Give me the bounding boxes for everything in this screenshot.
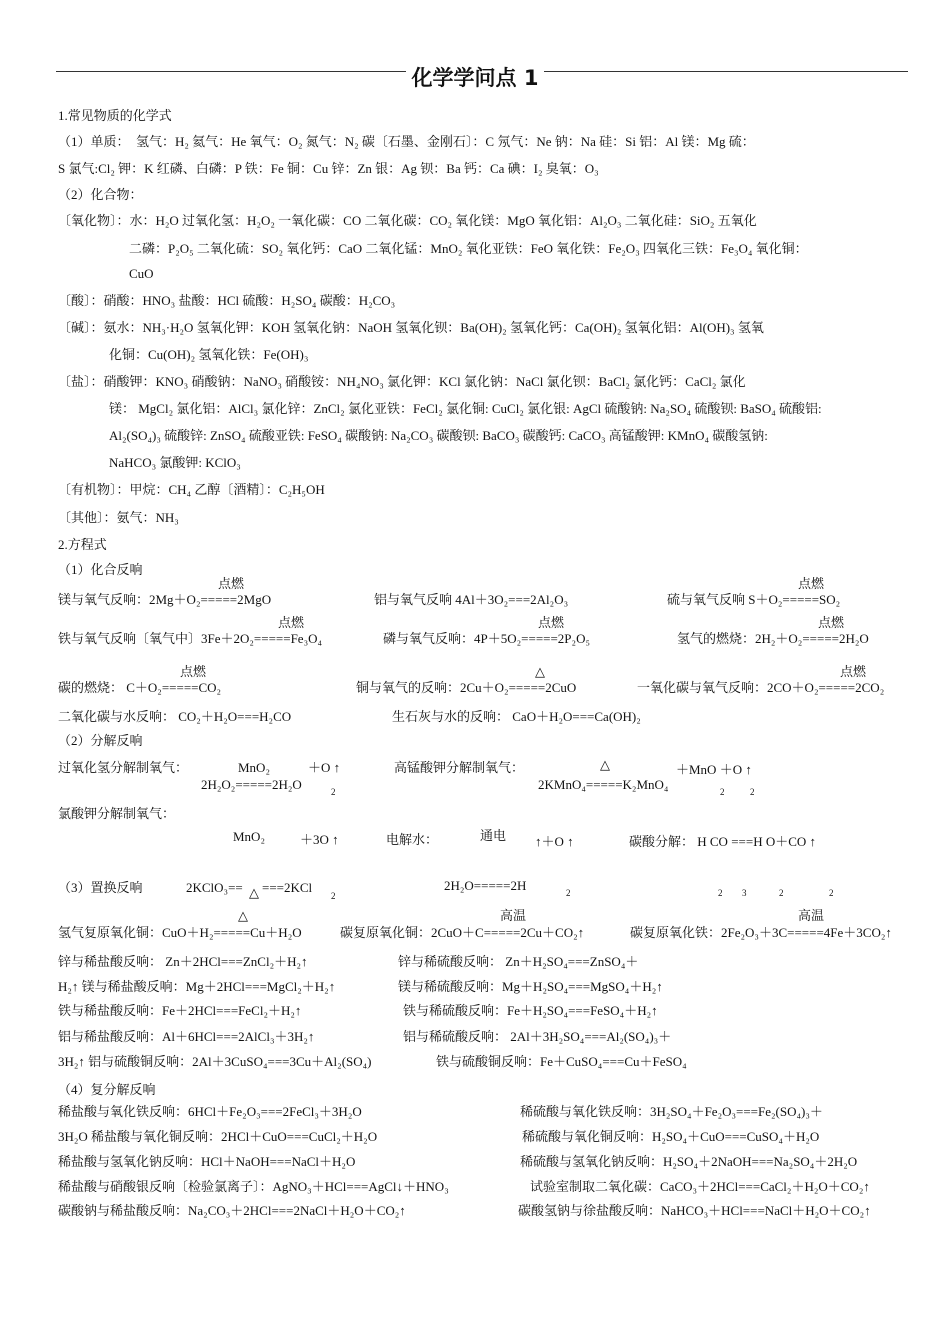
equation-label: 电解水： — [386, 832, 439, 847]
equation-label: 氯酸钾分解制氧气： — [58, 806, 176, 821]
oxide-line-2: 二磷：P₂O₅ 二氧化硫：SO₂ 氧化钙：CaO 二氧化锰：MnO₂ 氧化亚铁：FeO 氧化铁：Fe₂O₃ 四氧化三铁：Fe₃O₄ 氧化铜： — [129, 241, 808, 256]
oxide-line-1: 〔氧化物〕：水：H₂O 过氧化氢：H₂O₂ 一氧化碳：CO 二氧化碳：CO₂ 氧化镁：MgO 氧化铝：Al₂O₃ 二氧化硅：SiO₂ 五氧化 — [58, 213, 757, 228]
condition-catalyst: MnO₂ — [233, 829, 265, 844]
equation: 稀盐酸与氧化铁反响：6HCl＋Fe₂O₃===2FeCl₃＋3H₂O — [58, 1104, 362, 1119]
equation: 二氧化碳与水反响： CO₂＋H₂O===H₂CO — [58, 709, 292, 724]
condition-hightemp: 高温 — [500, 908, 527, 923]
equation: 碳酸分解： H CO ===H O＋CO ↑ — [629, 834, 817, 849]
equation: 氢气的燃烧：2H₂＋O₂=====2H₂O — [677, 631, 869, 646]
salt-line-1: 〔盐〕：硝酸钾：KNO₃ 硝酸钠：NaNO₃ 硝酸铵：NH₄NO₃ 氯化钾：KCl 氯化钠：NaCl 氯化钡：BaCl₂ 氯化钙：CaCl₂ 氯化 — [58, 374, 746, 389]
equation: 铝与稀盐酸反响：Al＋6HCl===2AlCl₃＋3H₂↑ — [58, 1029, 315, 1044]
condition-ignite: 点燃 — [798, 576, 825, 591]
equation: 稀硫酸与氢氧化钠反响：H₂SO₄＋2NaOH===Na₂SO₄＋2H₂O — [520, 1154, 858, 1169]
equation: 稀硫酸与氧化铁反响：3H₂SO₄＋Fe₂O₃===Fe₂(SO₄)₃＋ — [520, 1104, 823, 1119]
equation: 稀盐酸与硝酸银反响〔检验氯离子〕：AgNO₃＋HCl===AgCl↓＋HNO₃ — [58, 1179, 449, 1194]
equation: H₂↑ 镁与稀盐酸反响：Mg＋2HCl===MgCl₂＋H₂↑ — [58, 979, 336, 994]
subscript: 2 — [331, 787, 336, 797]
equation: 稀硫酸与氧化铜反响：H₂SO₄＋CuO===CuSO₄＋H₂O — [522, 1129, 820, 1144]
equation: 碳酸钠与稀盐酸反响：Na₂CO₃＋2HCl===2NaCl＋H₂O＋CO₂↑ — [58, 1203, 406, 1218]
equation-part: 2H₂O=====2H — [444, 878, 527, 893]
equation: 铁与氧气反响〔氧气中〕3Fe＋2O₂=====Fe₃O₄ — [58, 631, 323, 646]
salt-line-2: 镁： MgCl₂ 氯化铝：AlCl₃ 氯化锌：ZnCl₂ 氯化亚铁：FeCl₂ 氯化铜: CuCl₂ 氯化银: AgCl 硫酸钠: Na₂SO₄ 硫酸钡: BaSO₄ 硫酸铝: — [109, 401, 822, 416]
subscript: 2 — [829, 888, 834, 898]
equation: 2H₂O₂=====2H₂O — [201, 777, 302, 792]
condition-electric: 通电 — [480, 828, 507, 843]
equation: 一氧化碳与氧气反响：2CO＋O₂=====2CO₂ — [637, 680, 885, 695]
acid-line: 〔酸〕：硝酸：HNO₃ 盐酸：HCl 硫酸：H₂SO₄ 碳酸：H₂CO₃ — [58, 293, 396, 308]
equation: 镁与氧气反响：2Mg＋O₂=====2MgO — [58, 592, 272, 607]
condition-heat: △ — [600, 757, 610, 772]
subscript: 2 — [720, 787, 725, 797]
base-line-2: 化铜：Cu(OH)₂ 氢氧化铁：Fe(OH)₃ — [109, 347, 309, 362]
section-heading: 2.方程式 — [58, 537, 107, 552]
equation: 生石灰与水的反响： CaO＋H₂O===Ca(OH)₂ — [392, 709, 641, 724]
equation-part: ＋3O ↑ — [300, 832, 339, 847]
subscript: 3 — [742, 888, 747, 898]
equation: 铝与稀硫酸反响： 2Al＋3H₂SO₄===Al₂(SO₄)₃＋ — [403, 1029, 672, 1044]
condition-ignite: 点燃 — [278, 615, 305, 630]
decomposition-label: （2）分解反响 — [58, 733, 143, 748]
equation: 磷与氧气反响：4P＋5O₂=====2P₂O₅ — [383, 631, 590, 646]
equation: 3H₂O 稀盐酸与氧化铜反响：2HCl＋CuO===CuCl₂＋H₂O — [58, 1129, 378, 1144]
equation-part: ＋MnO ＋O ↑ — [676, 762, 752, 777]
equation-part: ＋O ↑ — [308, 760, 341, 775]
subscript: 2 — [331, 891, 336, 901]
equation: 铝与氧气反响 4Al＋3O₂===2Al₂O₃ — [374, 592, 569, 607]
equation: 碳的燃烧： C＋O₂=====CO₂ — [58, 680, 222, 695]
condition-heat: △ — [535, 664, 545, 679]
equation: 碳酸氢钠与徐盐酸反响：NaHCO₃＋HCl===NaCl＋H₂O＋CO₂↑ — [518, 1203, 871, 1218]
equation: 碳复原氧化铜：2CuO＋C=====2Cu＋CO₂↑ — [340, 925, 585, 940]
equation: 稀盐酸与氢氧化钠反响：HCl＋NaOH===NaCl＋H₂O — [58, 1154, 356, 1169]
equation: 3H₂↑ 铝与硫酸铜反响：2Al＋3CuSO₄===3Cu＋Al₂(SO₄) — [58, 1054, 372, 1069]
condition-ignite: 点燃 — [218, 576, 245, 591]
equation: 试验室制取二氧化碳：CaCO₃＋2HCl===CaCl₂＋H₂O＋CO₂↑ — [530, 1179, 870, 1194]
equation-part: ===2KCl — [262, 880, 313, 895]
subscript: 2 — [718, 888, 723, 898]
oxide-line-3: CuO — [129, 266, 154, 281]
elements-line-1: 氢气：H₂ 氦气：He 氧气：O₂ 氮气：N₂ 碳〔石墨、金刚石〕：C 氖气：Ne 钠：Na 硅：Si 铝：Al 镁：Mg 硫： — [136, 134, 755, 149]
combination-label: （1）化合反响 — [58, 562, 143, 577]
condition-heat: △ — [238, 908, 248, 923]
equation: 铁与硫酸铜反响：Fe＋CuSO₄===Cu＋FeSO₄ — [436, 1054, 687, 1069]
equation-label: 过氧化氢分解制氧气： — [58, 760, 189, 775]
condition-ignite: 点燃 — [538, 615, 565, 630]
equation: 硫与氧气反响 S＋O₂=====SO₂ — [667, 592, 841, 607]
salt-line-3: Al₂(SO₄)₃ 硫酸锌: ZnSO₄ 硫酸亚铁: FeSO₄ 碳酸钠: Na₂CO₃ 碳酸钡: BaCO₃ 碳酸钙: CaCO₃ 高锰酸钾: KMnO₄ 碳酸氢钠: — [109, 428, 768, 443]
other-line: 〔其他〕：氨气：NH₃ — [58, 510, 179, 525]
equation-part: 2KClO₃== — [186, 880, 243, 895]
equation: 铁与稀硫酸反响：Fe＋H₂SO₄===FeSO₄＋H₂↑ — [403, 1003, 658, 1018]
equation: 锌与稀盐酸反响： Zn＋2HCl===ZnCl₂＋H₂↑ — [58, 954, 308, 969]
subscript: 2 — [750, 787, 755, 797]
condition-ignite: 点燃 — [840, 664, 867, 679]
subscript: 2 — [779, 888, 784, 898]
organic-line: 〔有机物〕：甲烷：CH₄ 乙醇〔酒精〕：C₂H₅OH — [58, 482, 325, 497]
condition-ignite: 点燃 — [818, 615, 845, 630]
equation: 锌与稀硫酸反响： Zn＋H₂SO₄===ZnSO₄＋ — [398, 954, 639, 969]
equation-label: 高锰酸钾分解制氧气： — [394, 760, 525, 775]
double-displacement-label: （4）复分解反响 — [58, 1082, 156, 1097]
section-heading: 1.常见物质的化学式 — [58, 108, 172, 123]
elements-line-2: S 氯气:Cl₂ 钾：K 红磷、白磷：P 铁：Fe 铜：Cu 锌：Zn 银：Ag 钡：Ba 钙：Ca 碘：I₂ 臭氧：O₃ — [58, 161, 599, 176]
equation: 铁与稀盐酸反响：Fe＋2HCl===FeCl₂＋H₂↑ — [58, 1003, 302, 1018]
equation: 碳复原氧化铁：2Fe₂O₃＋3C=====4Fe＋3CO₂↑ — [630, 925, 892, 940]
condition-catalyst: MnO₂ — [238, 760, 270, 775]
equation: 镁与稀硫酸反响：Mg＋H₂SO₄===MgSO₄＋H₂↑ — [398, 979, 663, 994]
equation: 铜与氧气的反响：2Cu＋O₂=====2CuO — [356, 680, 577, 695]
page-title: 化学学问点 1 — [0, 62, 950, 92]
displacement-label: （3）置换反响 — [58, 880, 143, 895]
equation: 氢气复原氧化铜：CuO＋H₂=====Cu＋H₂O — [58, 925, 302, 940]
condition-hightemp: 高温 — [798, 908, 825, 923]
equation: 2KMnO₄=====K₂MnO₄ — [538, 777, 669, 792]
condition-ignite: 点燃 — [180, 664, 207, 679]
elements-label: （1）单质： — [58, 134, 130, 149]
compounds-label: （2）化合物： — [58, 187, 143, 202]
subscript: 2 — [566, 888, 571, 898]
equation-part: ↑＋O ↑ — [535, 834, 574, 849]
base-line-1: 〔碱〕：氨水：NH₃·H₂O 氢氧化钾：KOH 氢氧化钠：NaOH 氢氧化钡：Ba(OH)₂ 氢氧化钙：Ca(OH)₂ 氢氧化铝：Al(OH)₃ 氢氧 — [58, 320, 764, 335]
salt-line-4: NaHCO₃ 氯酸钾: KClO₃ — [109, 455, 241, 470]
condition-heat: △ — [249, 885, 259, 900]
